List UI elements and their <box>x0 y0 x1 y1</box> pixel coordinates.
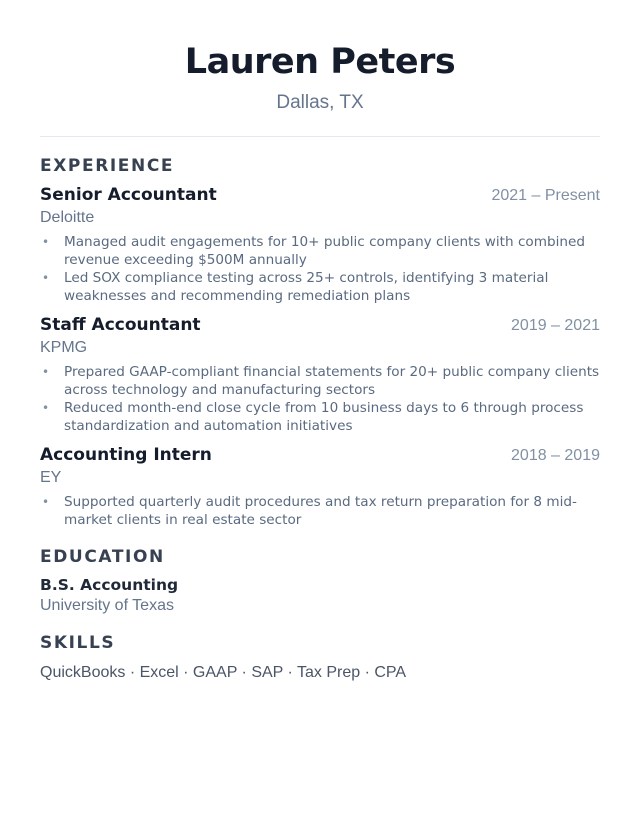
skills-list: QuickBooks · Excel · GAAP · SAP · Tax Prep · CPA <box>40 664 407 681</box>
experience-section <box>40 154 600 529</box>
education-section <box>40 545 600 617</box>
job-bullet <box>40 493 600 529</box>
job-company: EY <box>40 469 62 486</box>
job-bullet <box>40 363 600 399</box>
job-bullets <box>40 493 600 529</box>
bullet-icon: • <box>42 271 50 285</box>
bullet-text: Led SOX compliance testing across 25+ controls, identifying 3 material weaknesses and recommending remediation plans <box>64 270 549 304</box>
bullet-text: Supported quarterly audit procedures and tax return preparation for 8 mid-market clients in real estate sector <box>64 494 577 528</box>
job-entry <box>40 184 600 305</box>
job-bullets <box>40 233 600 305</box>
job-dates: 2021 – Present <box>491 187 600 204</box>
section-title-education: EDUCATION <box>40 547 165 567</box>
job-title: Senior Accountant <box>40 185 217 205</box>
job-bullet <box>40 233 600 269</box>
job-bullets <box>40 363 600 435</box>
education-school: University of Texas <box>40 597 174 614</box>
job-title: Accounting Intern <box>40 445 212 465</box>
bullet-icon: • <box>42 401 50 415</box>
bullet-icon: • <box>42 495 50 509</box>
candidate-location: Dallas, TX <box>276 92 364 113</box>
section-title-skills: SKILLS <box>40 633 116 653</box>
candidate-name: Lauren Peters <box>184 42 456 82</box>
bullet-text: Prepared GAAP-compliant financial statements for 20+ public company clients across technology and manufacturing sectors <box>64 364 600 398</box>
job-bullet <box>40 399 600 435</box>
job-entry <box>40 314 600 435</box>
education-degree: B.S. Accounting <box>40 576 179 594</box>
header-divider <box>40 136 600 137</box>
job-entry <box>40 444 600 529</box>
bullet-text: Reduced month-end close cycle from 10 business days to 6 through process standardization and automation initiatives <box>64 400 584 434</box>
job-header <box>40 314 600 337</box>
skills-section <box>40 631 600 684</box>
job-title: Staff Accountant <box>40 315 201 335</box>
job-dates: 2019 – 2021 <box>511 317 600 334</box>
job-company: KPMG <box>40 339 88 356</box>
job-header <box>40 184 600 207</box>
job-company: Deloitte <box>40 209 95 226</box>
bullet-icon: • <box>42 235 50 249</box>
bullet-text: Managed audit engagements for 10+ public company clients with combined revenue exceeding $500M annually <box>64 234 585 268</box>
bullet-icon: • <box>42 365 50 379</box>
section-title-experience: EXPERIENCE <box>40 156 175 176</box>
resume-header <box>40 0 600 116</box>
job-header <box>40 444 600 467</box>
job-bullet <box>40 269 600 305</box>
job-dates: 2018 – 2019 <box>511 447 600 464</box>
